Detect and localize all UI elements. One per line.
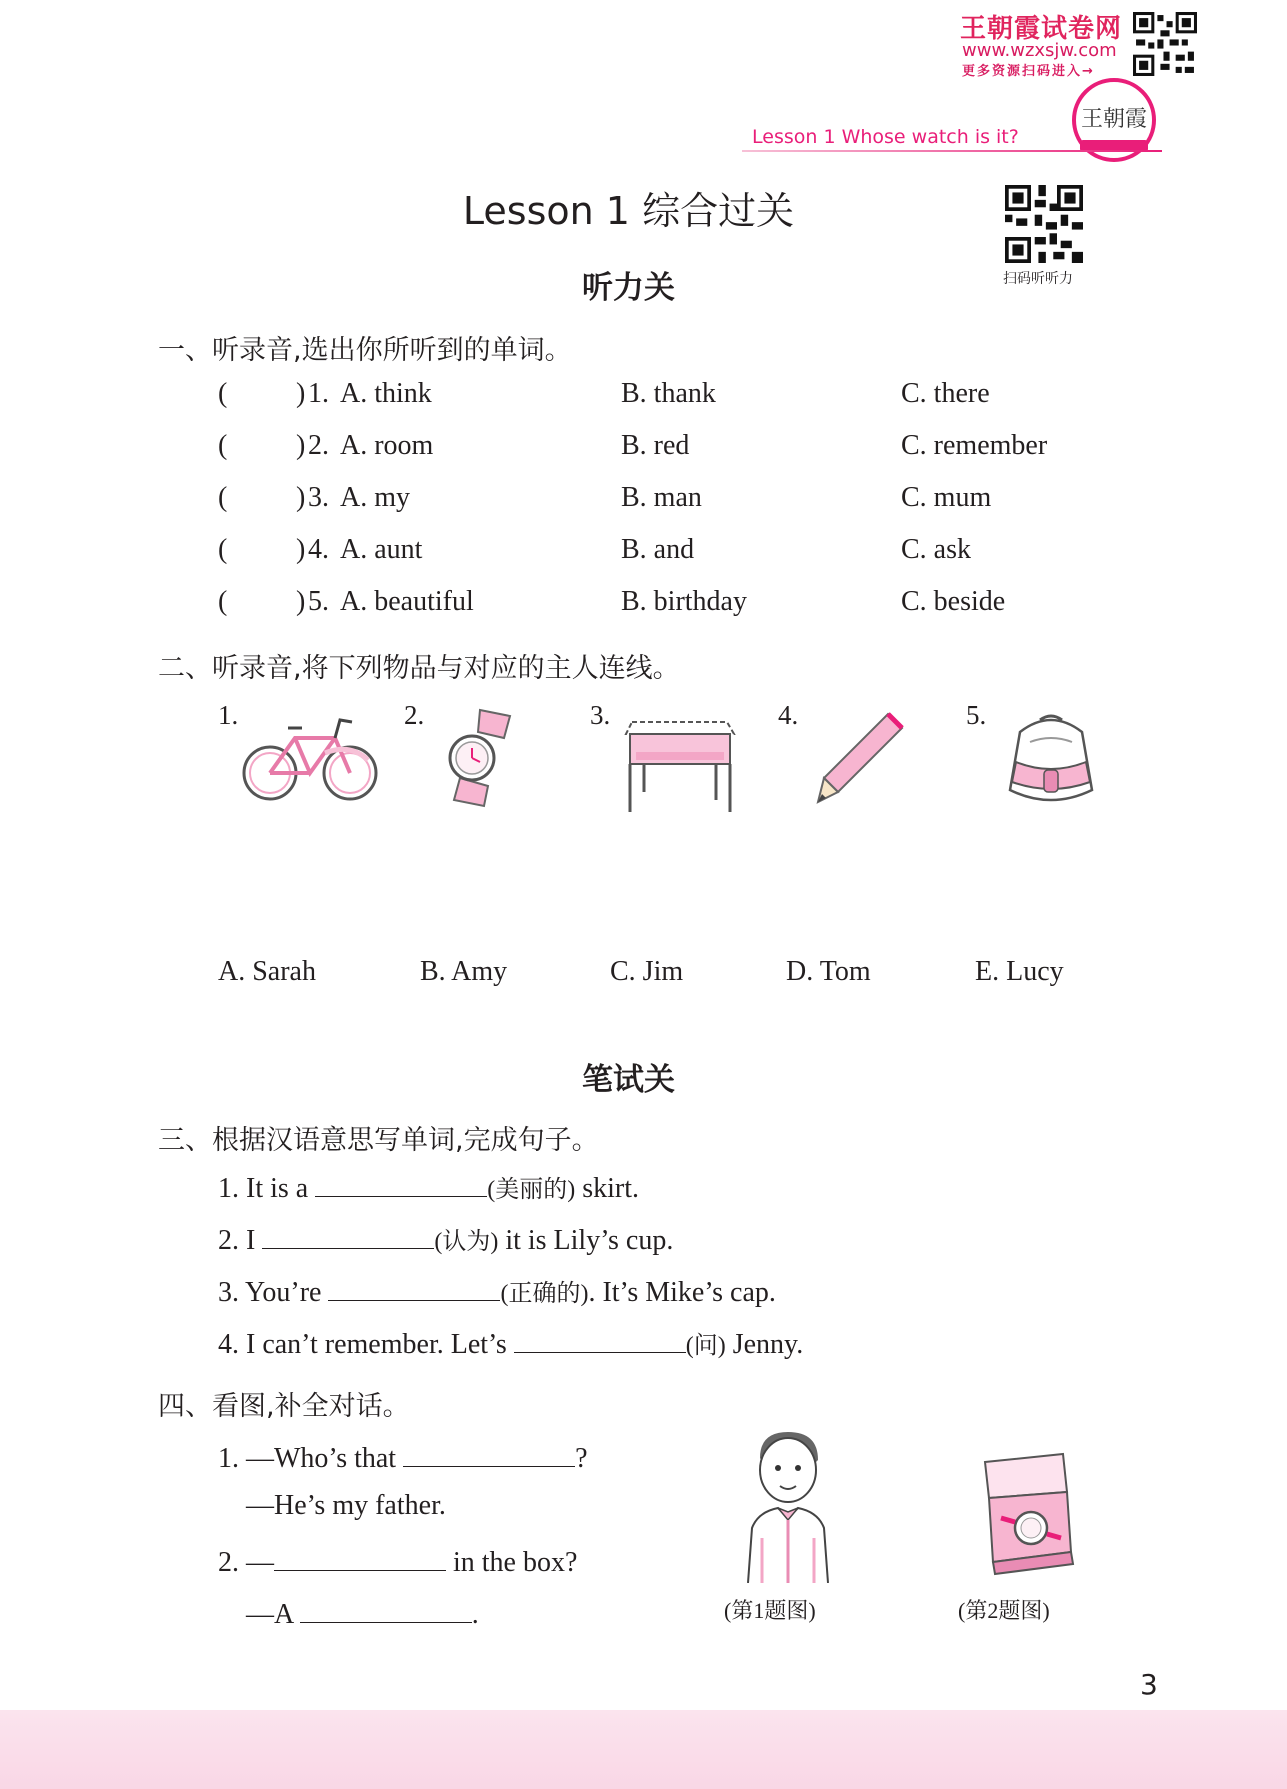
q1-item-4 [218,534,1218,574]
object-number-3: 3. [590,700,611,730]
q4-line-2 [246,1490,446,1522]
object-number-5: 5. [966,700,987,730]
q1-heading: 一、听录音,选出你所听到的单词。 [158,335,572,366]
sentence-end: skirt. [575,1173,639,1204]
q3-item-4 [218,1324,803,1361]
dialogue-start: 2. — [218,1547,274,1578]
father-figure-icon [738,1428,838,1583]
answer-blank[interactable] [328,1272,500,1301]
option-b: B. red [621,430,690,461]
q3-heading: 三、根据汉语意思写单词,完成句子。 [158,1125,599,1156]
listening-qr-code-icon[interactable] [1005,185,1083,263]
q4-heading: 四、看图,补全对话。 [158,1391,410,1422]
option-a: A. beautiful [340,586,474,617]
owner-amy: B. Amy [420,956,508,987]
backpack-icon [1000,712,1102,812]
qr-caption: 扫码听听力 [1003,271,1073,287]
pencil-icon [810,708,910,808]
option-c: C. beside [901,586,1006,617]
dialogue-end: ? [575,1443,588,1474]
q1-item-1 [218,378,1218,418]
answer-paren-open[interactable]: ( [218,534,228,565]
q1-item-3 [218,482,1218,522]
sentence-end: . It’s Mike’s cap. [588,1277,776,1308]
item-number: 3. [308,482,329,513]
answer-paren-close[interactable]: ) [296,586,306,617]
dialogue-reply: —He’s my father. [246,1490,446,1521]
chinese-hint: (正确的) [500,1281,589,1307]
answer-paren-close[interactable]: ) [296,482,306,513]
answer-blank[interactable] [262,1220,434,1249]
option-c: C. there [901,378,990,409]
option-c: C. ask [901,534,971,565]
owner-sarah: A. Sarah [218,956,316,987]
option-a: A. my [340,482,410,513]
item-number: 4. [308,534,329,565]
chinese-hint: (问) [685,1333,726,1359]
figure-caption-2: (第2题图) [958,1598,1050,1623]
listening-section-title: 听力关 [582,270,675,306]
answer-paren-close[interactable]: ) [296,378,306,409]
owner-jim: C. Jim [610,956,684,987]
answer-paren-close[interactable]: ) [296,430,306,461]
sentence-end: Jenny. [725,1329,804,1360]
sentence-start: 4. I can’t remember. Let’s [218,1329,514,1360]
option-b: B. man [621,482,702,513]
brand-title: 王朝霞试卷网 [960,14,1123,44]
item-number: 1. [308,378,329,409]
q3-item-2 [218,1220,673,1257]
option-a: A. room [340,430,434,461]
object-number-2: 2. [404,700,425,730]
figure-caption-1: (第1题图) [724,1598,816,1623]
qr-code-icon[interactable] [1133,12,1197,76]
object-number-4: 4. [778,700,799,730]
dialogue-end: in the box? [446,1547,578,1578]
answer-blank[interactable] [300,1594,472,1623]
header-divider [742,150,1162,152]
q4-line-1 [218,1438,588,1475]
watch-in-box-icon [975,1452,1075,1577]
dialogue-start: —A [246,1599,300,1630]
option-b: B. and [621,534,695,565]
page-number: 3 [1140,1668,1158,1701]
item-number: 2. [308,430,329,461]
dialogue-start: 1. —Who’s that [218,1443,404,1474]
answer-blank[interactable] [514,1324,686,1353]
desk-icon [622,712,737,822]
option-b: B. thank [621,378,716,409]
answer-paren-open[interactable]: ( [218,378,228,409]
brand-url[interactable]: www.wzxsjw.com [962,40,1117,61]
answer-paren-open[interactable]: ( [218,482,228,513]
bicycle-icon [240,708,380,808]
page-title: Lesson 1 综合过关 [462,189,795,233]
option-a: A. think [340,378,432,409]
option-b: B. birthday [621,586,747,617]
answer-blank[interactable] [315,1168,487,1197]
owner-tom: D. Tom [786,956,871,987]
q2-heading: 二、听录音,将下列物品与对应的主人连线。 [158,653,680,684]
option-a: A. aunt [340,534,423,565]
sentence-start: 3. You’re [218,1277,329,1308]
sentence-start: 2. I [218,1225,263,1256]
dialogue-end: . [471,1599,479,1630]
option-c: C. remember [901,430,1048,461]
answer-blank[interactable] [403,1438,575,1467]
sentence-end: it is Lily’s cup. [498,1225,674,1256]
option-c: C. mum [901,482,992,513]
object-number-1: 1. [218,700,239,730]
chinese-hint: (美丽的) [487,1177,576,1203]
q1-item-5 [218,586,1218,626]
header-lesson-label: Lesson 1 Whose watch is it? [752,126,1019,148]
q4-line-3 [218,1542,577,1579]
watch-icon [440,708,520,808]
answer-blank[interactable] [274,1542,446,1571]
q1-item-2 [218,430,1218,470]
q4-line-4 [246,1594,479,1631]
answer-paren-open[interactable]: ( [218,586,228,617]
q3-item-1 [218,1168,639,1205]
writing-section-title: 笔试关 [582,1062,675,1098]
item-number: 5. [308,586,329,617]
brand-more-text: 更多资源扫码进入→ [962,64,1095,79]
answer-paren-close[interactable]: ) [296,534,306,565]
footer-band [0,1710,1287,1789]
sentence-start: 1. It is a [218,1173,316,1204]
answer-paren-open[interactable]: ( [218,430,228,461]
q3-item-3 [218,1272,776,1309]
owner-lucy: E. Lucy [975,956,1064,987]
seal-text: 王朝霞 [1080,107,1147,132]
chinese-hint: (认为) [434,1229,499,1255]
